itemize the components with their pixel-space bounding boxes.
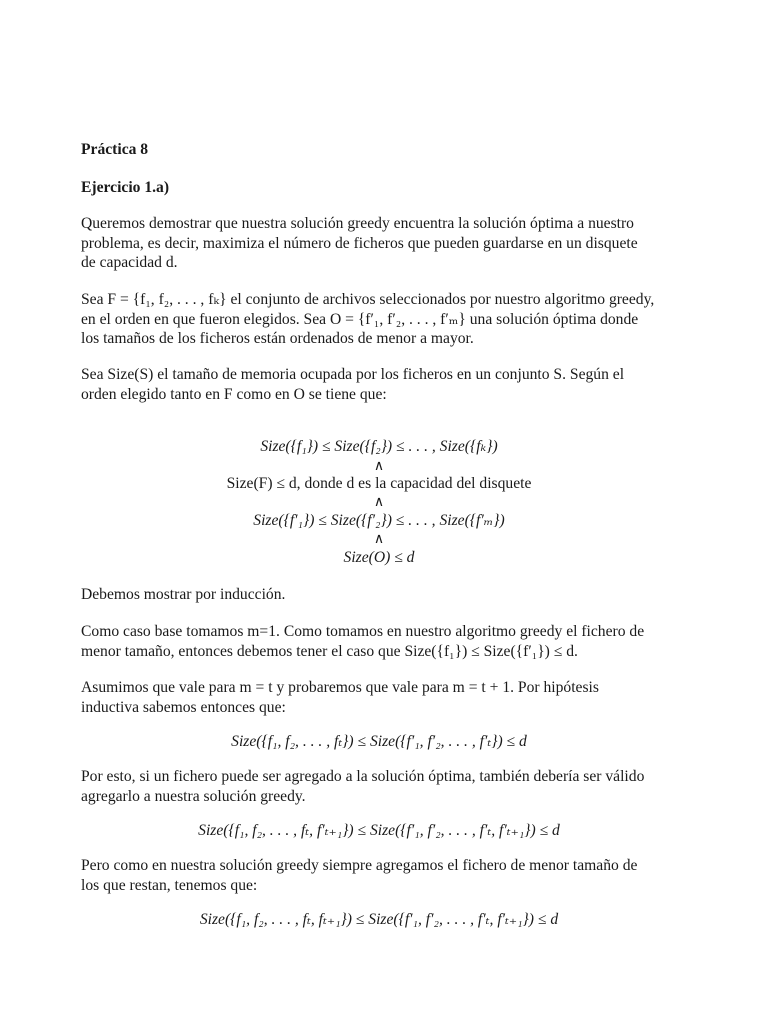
wedge-symbol: ∧ <box>373 494 385 510</box>
display-equation-3: Size({f′₁}) ≤ Size({f′₂}) ≤ . . . , Size({f′ₘ}) <box>253 512 505 529</box>
text-line: los tamaños de los ficheros están ordenados de menor a mayor. <box>81 330 474 347</box>
text-line: en el orden en que fueron elegidos. Sea O = {f′₁, f′₂, . . . , f′ₘ} una solución óptima donde <box>81 310 639 328</box>
text-line: de capacidad d. <box>81 254 178 271</box>
text-line: inductiva sabemos entonces que: <box>81 698 286 716</box>
paragraph-inductive-step <box>81 678 677 717</box>
text-line: Queremos demostrar que nuestra solución greedy encuentra la solución óptima a nuestro <box>81 215 634 232</box>
display-equation-2: Size(F) ≤ d, donde d es la capacidad del disquete <box>226 475 532 492</box>
text-line: Por esto, si un fichero puede ser agregado a la solución óptima, también debería ser válido <box>81 768 645 785</box>
display-equation-1: Size({f₁}) ≤ Size({f₂}) ≤ . . . , Size({fₖ}) <box>260 438 498 455</box>
display-equation-6: Size({f₁, f₂, . . . , fₜ, f′ₜ₊₁}) ≤ Size({f′₁, f′₂, . . . , f′ₜ, f′ₜ₊₁}) ≤ d <box>198 822 560 839</box>
paragraph-definitions <box>81 290 677 349</box>
text-line: agregarlo a nuestra solución greedy. <box>81 787 306 805</box>
text-line: Pero como en nuestra solución greedy siempre agregamos el fichero de menor tamaño de <box>81 857 638 874</box>
text-line: problema, es decir, maximiza el número de ficheros que pueden guardarse en un disquete <box>81 234 638 252</box>
text-line: Sea F = {f₁, f₂, . . . , fₖ} el conjunto de archivos seleccionados por nuestro algoritmo greedy, <box>81 291 655 308</box>
document-page <box>81 0 677 1024</box>
text-line: orden elegido tanto en F como en O se tiene que: <box>81 385 387 403</box>
paragraph-induction: Debemos mostrar por inducción. <box>81 586 286 603</box>
paragraph-greedy-choice <box>81 856 677 895</box>
exercise-heading: Ejercicio 1.a) <box>81 179 170 196</box>
display-equation-4: Size(O) ≤ d <box>343 549 415 566</box>
text-line: Como caso base tomamos m=1. Como tomamos en nuestro algoritmo greedy el fichero de <box>81 623 645 640</box>
text-line: los que restan, tenemos que: <box>81 876 258 894</box>
paragraph-base-case <box>81 622 677 661</box>
paragraph-addition <box>81 767 677 806</box>
text-line: Asumimos que vale para m = t y probaremos que vale para m = t + 1. Por hipótesis <box>81 679 599 696</box>
paragraph-intro <box>81 214 677 273</box>
wedge-symbol: ∧ <box>373 458 385 474</box>
paragraph-size-definition <box>81 365 677 404</box>
page-title: Práctica 8 <box>81 141 149 158</box>
wedge-symbol: ∧ <box>373 531 385 547</box>
text-line: Sea Size(S) el tamaño de memoria ocupada por los ficheros en un conjunto S. Según el <box>81 366 625 383</box>
display-equation-5: Size({f₁, f₂, . . . , fₜ}) ≤ Size({f′₁, f′₂, . . . , f′ₜ}) ≤ d <box>231 733 527 750</box>
text-line: menor tamaño, entonces debemos tener el caso que Size({f₁}) ≤ Size({f′₁}) ≤ d. <box>81 642 578 660</box>
display-equation-7: Size({f₁, f₂, . . . , fₜ, fₜ₊₁}) ≤ Size({f′₁, f′₂, . . . , f′ₜ, f′ₜ₊₁}) ≤ d <box>199 911 559 928</box>
